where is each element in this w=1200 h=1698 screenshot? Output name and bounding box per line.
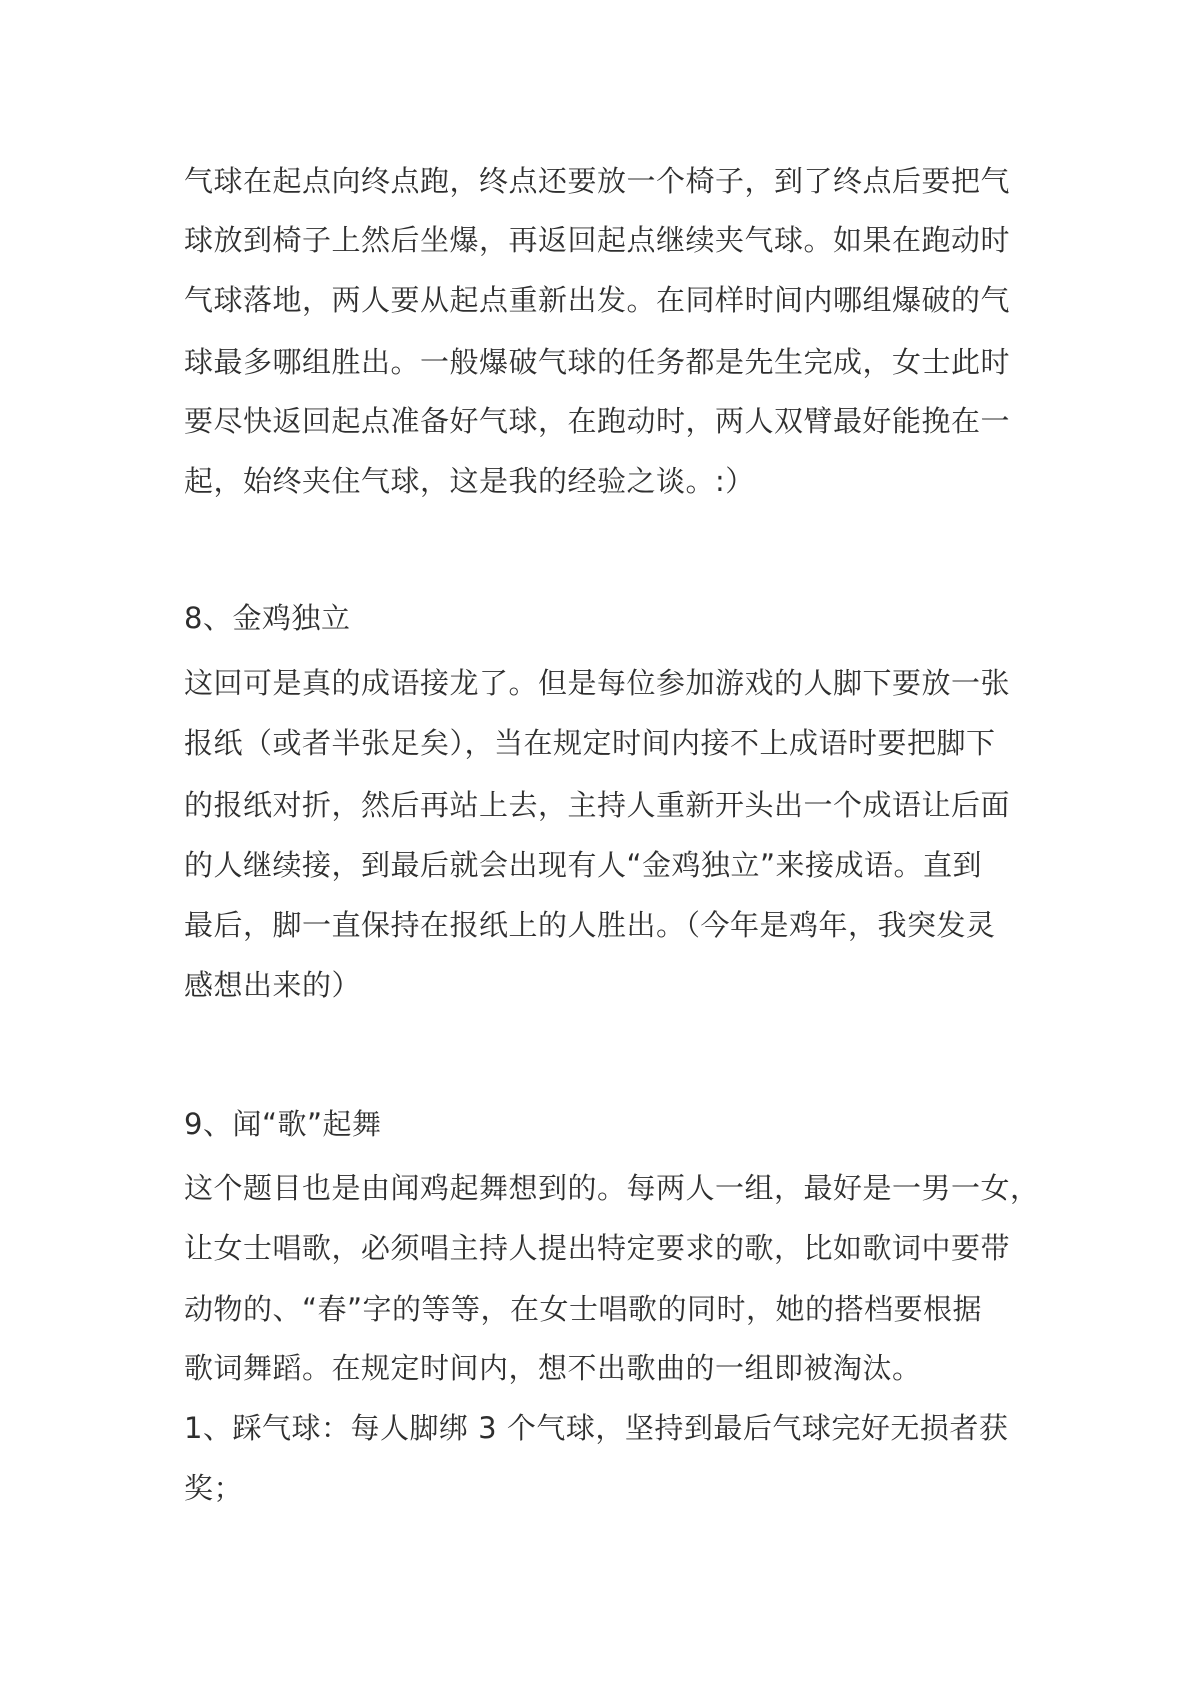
paragraph-line: 气球落地，两人要从起点重新出发。在同样时间内哪组爆破的气: [184, 283, 1011, 317]
paragraph-line: 歌词舞蹈。在规定时间内，想不出歌曲的一组即被淘汰。: [184, 1351, 922, 1385]
list-item-line: 奖；: [184, 1471, 244, 1505]
paragraph-line: 感想出来的）: [184, 968, 362, 1002]
paragraph-line: 的人继续接，到最后就会出现有人“金鸡独立”来接成语。直到: [184, 848, 983, 882]
paragraph-line: 起，始终夹住气球，这是我的经验之谈。:）: [184, 464, 755, 498]
paragraph-line: 球放到椅子上然后坐爆，再返回起点继续夹气球。如果在跑动时: [184, 223, 1011, 257]
paragraph-line: 这个题目也是由闻鸡起舞想到的。每两人一组，最好是一男一女，: [184, 1171, 1040, 1205]
section-heading: 9、闻“歌”起舞: [184, 1107, 382, 1141]
paragraph-line: 的报纸对折，然后再站上去，主持人重新开头出一个成语让后面: [184, 788, 1011, 822]
paragraph-line: 要尽快返回起点准备好气球，在跑动时，两人双臂最好能挽在一: [184, 404, 1011, 438]
paragraph-line: 这回可是真的成语接龙了。但是每位参加游戏的人脚下要放一张: [184, 666, 1011, 700]
paragraph-line: 让女士唱歌，必须唱主持人提出特定要求的歌，比如歌词中要带: [184, 1231, 1011, 1265]
paragraph-line: 球最多哪组胜出。一般爆破气球的任务都是先生完成，女士此时: [184, 345, 1011, 379]
paragraph-line: 报纸（或者半张足矣），当在规定时间内接不上成语时要把脚下: [184, 726, 996, 760]
paragraph-line: 气球在起点向终点跑，终点还要放一个椅子，到了终点后要把气: [184, 164, 1011, 198]
list-item-line: 1、踩气球：每人脚绑 3 个气球，坚持到最后气球完好无损者获: [184, 1411, 1009, 1445]
paragraph-line: 动物的、“春”字的等等，在女士唱歌的同时，她的搭档要根据: [184, 1292, 983, 1326]
section-heading: 8、金鸡独立: [184, 601, 351, 635]
paragraph-line: 最后，脚一直保持在报纸上的人胜出。（今年是鸡年，我突发灵: [184, 908, 996, 942]
